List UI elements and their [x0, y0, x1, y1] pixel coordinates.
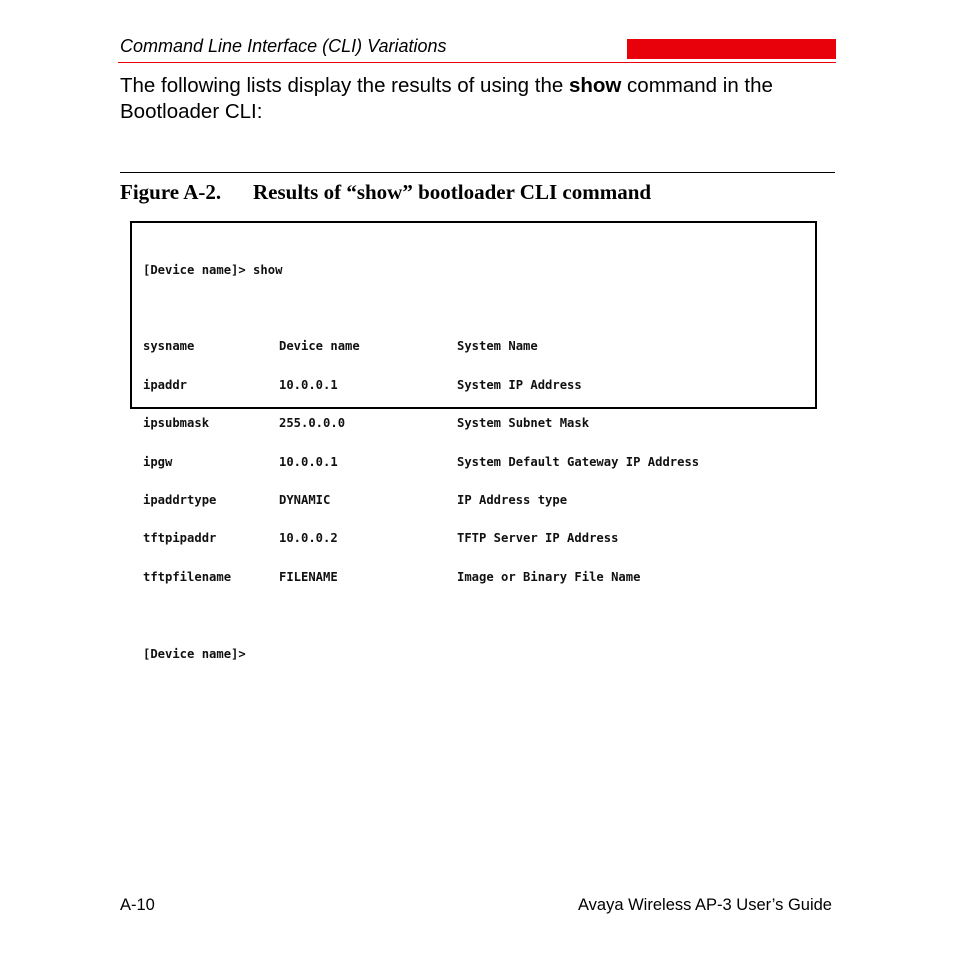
intro-command: show	[568, 74, 622, 97]
table-row	[143, 531, 619, 546]
cli-blank-line	[143, 609, 282, 622]
figure-caption	[120, 180, 651, 205]
figure-number: Figure A-2.	[120, 180, 222, 204]
cli-value: 10.0.0.2	[279, 531, 338, 546]
cli-value: Device name	[279, 339, 360, 354]
cli-description: Image or Binary File Name	[457, 569, 641, 584]
cli-param: sysname	[143, 339, 195, 354]
header-accent-bar	[627, 39, 836, 59]
cli-value: 10.0.0.1	[279, 377, 338, 392]
header-rule	[118, 62, 836, 63]
cli-param: ipaddrtype	[143, 492, 217, 507]
cli-prompt-command: [Device name]> show	[143, 262, 283, 277]
figure-title: Results of “show” bootloader CLI command	[253, 180, 652, 204]
running-header-title: Command Line Interface (CLI) Variations	[120, 36, 447, 56]
table-row	[143, 492, 568, 507]
cli-param: ipsubmask	[143, 416, 210, 431]
cli-param: ipaddr	[143, 377, 188, 392]
cli-param: ipgw	[143, 454, 173, 469]
cli-description: System Name	[457, 339, 538, 354]
intro-paragraph	[120, 73, 840, 125]
cli-blank-line	[143, 302, 282, 315]
cli-screenshot	[130, 221, 817, 661]
table-row	[143, 416, 590, 431]
cli-value: 10.0.0.1	[279, 454, 338, 469]
cli-prompt-end: [Device name]>	[143, 646, 246, 661]
intro-text-after: command in the Bootloader CLI:	[120, 74, 773, 123]
cli-description: System IP Address	[457, 377, 582, 392]
cli-value: FILENAME	[279, 569, 338, 584]
intro-text-before: The following lists display the results of using the	[120, 74, 569, 97]
cli-description: System Subnet Mask	[457, 416, 590, 431]
cli-value: DYNAMIC	[279, 492, 331, 507]
figure-rule	[120, 172, 835, 173]
cli-description: TFTP Server IP Address	[457, 531, 619, 546]
cli-output	[143, 238, 700, 686]
cli-param: tftpipaddr	[143, 531, 217, 546]
guide-title: Avaya Wireless AP-3 User’s Guide	[577, 896, 832, 914]
cli-description: IP Address type	[457, 492, 568, 507]
table-row	[143, 454, 700, 469]
cli-value: 255.0.0.0	[279, 416, 346, 431]
table-row	[143, 339, 538, 354]
page-number: A-10	[120, 896, 155, 914]
table-row	[143, 569, 641, 584]
cli-description: System Default Gateway IP Address	[457, 454, 700, 469]
table-row	[143, 377, 582, 392]
cli-param: tftpfilename	[143, 569, 232, 584]
